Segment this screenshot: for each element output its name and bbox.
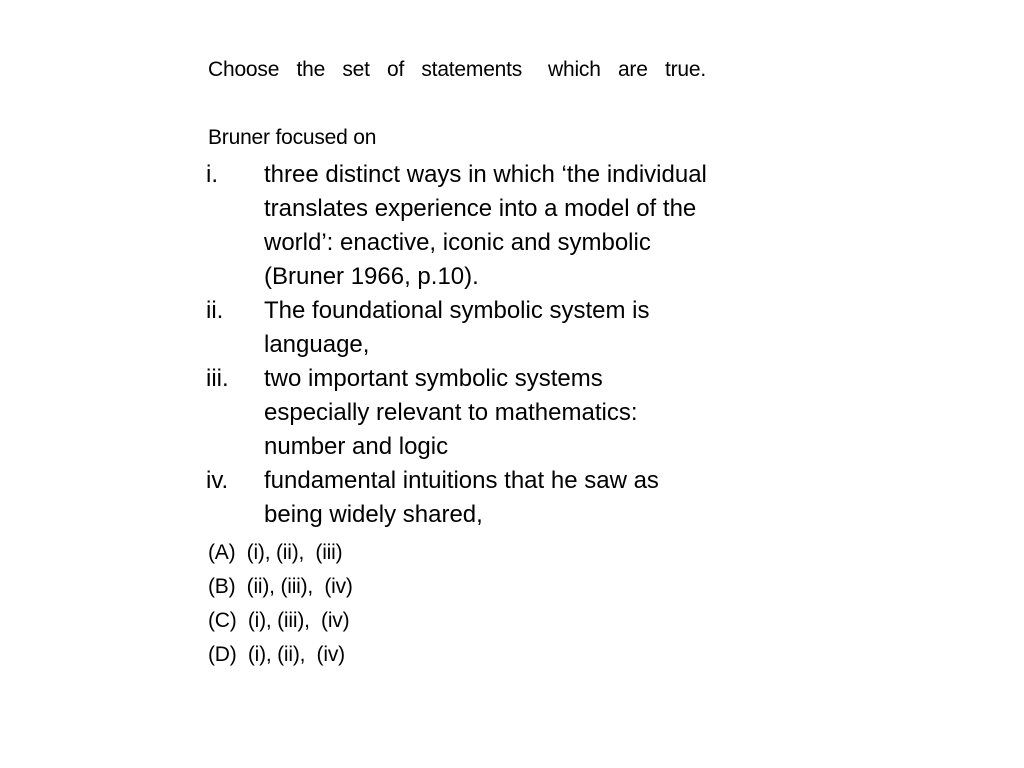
statement-number: i. <box>206 161 218 188</box>
statement-number: iii. <box>206 365 229 392</box>
statement-number: ii. <box>206 297 224 324</box>
statement-item <box>206 294 816 362</box>
answer-option-b: (B) (ii), (iii), (iv) <box>208 575 353 598</box>
statement-item <box>206 464 816 532</box>
statement-item <box>206 158 816 294</box>
statement-list <box>206 158 816 532</box>
answer-options <box>208 536 353 672</box>
statement-item <box>206 362 816 464</box>
answer-option-d: (D) (i), (ii), (iv) <box>208 643 345 666</box>
question-instruction: Choose the set of statements which are true. <box>208 58 706 81</box>
statement-text: three distinct ways in which ‘the individual translates experience into a model of the world’: enactive, iconic and symbolic (Bruner 1966, p.10). <box>264 161 707 290</box>
statement-text: two important symbolic systems especially relevant to mathematics: number and logic <box>264 365 638 460</box>
answer-option-c: (C) (i), (iii), (iv) <box>208 609 350 632</box>
statement-text: fundamental intuitions that he saw as being widely shared, <box>264 467 659 528</box>
question-intro: Bruner focused on <box>208 126 377 149</box>
answer-option-a: (A) (i), (ii), (iii) <box>208 541 343 564</box>
statement-text: The foundational symbolic system is language, <box>264 297 650 358</box>
statement-number: iv. <box>206 467 229 494</box>
